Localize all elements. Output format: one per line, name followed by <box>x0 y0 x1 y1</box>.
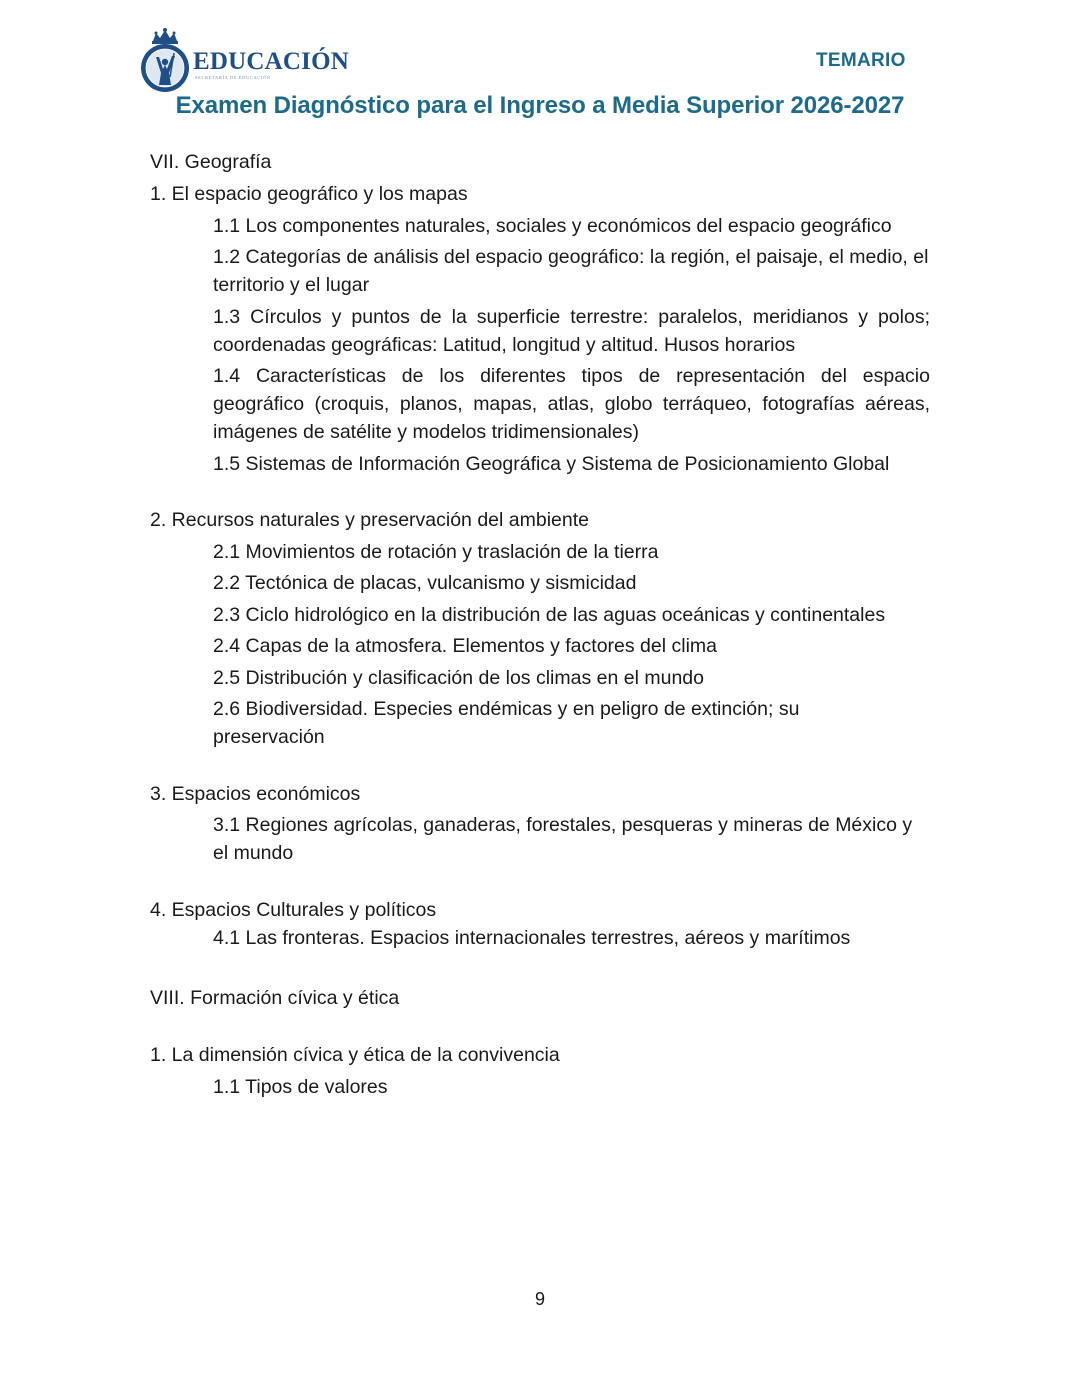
topic-title: 3. Espacios económicos <box>150 782 361 805</box>
topic-title: 1. El espacio geográfico y los mapas <box>150 183 468 205</box>
subtopic-item: 2.4 Capas de la atmosfera. Elementos y factores del clima <box>213 635 717 657</box>
spacer <box>150 481 930 506</box>
document-label: TEMARIO <box>816 50 906 71</box>
document-title: Examen Diagnóstico para el Ingreso a Media Superior 2026-2027 <box>175 92 905 119</box>
spacer <box>150 955 930 984</box>
spacer <box>150 1016 930 1041</box>
education-logo <box>139 27 349 93</box>
syllabus-content <box>150 148 930 1104</box>
subtopic-item: 1.4 Características de los diferentes tipos de representación del espacio geográfico (croquis, planos, mapas, atlas, globo terráqueo, fotografías aéreas, imágenes de satélite y modelos tridimensionales) <box>213 365 930 443</box>
topic-title: 1. La dimensión cívica y ética de la convivencia <box>150 1044 560 1066</box>
subtopic-item: 4.1 Las fronteras. Espacios internacionales terrestres, aéreos y marítimos <box>213 926 851 949</box>
logo-subtitle: SECRETARÍA DE EDUCACIÓN <box>195 74 271 80</box>
logo-wordmark: EDUCACIÓN <box>193 47 349 75</box>
subtopic-item: 1.2 Categorías de análisis del espacio geográfico: la región, el paisaje, el medio, el territorio y el lugar <box>213 246 929 296</box>
subtopic-item: 2.5 Distribución y clasificación de los climas en el mundo <box>213 666 704 689</box>
subtopic-item: 3.1 Regiones agrícolas, ganaderas, forestales, pesqueras y mineras de México y el mundo <box>213 814 913 864</box>
topic-title: 4. Espacios Culturales y políticos <box>150 898 437 921</box>
subtopic-item: 1.1 Los componentes naturales, sociales y económicos del espacio geográfico <box>213 214 892 237</box>
subtopic-item: 2.1 Movimientos de rotación y traslación de la tierra <box>213 540 659 563</box>
section-heading: VIII. Formación cívica y ética <box>150 987 400 1009</box>
subtopic-item: 1.3 Círculos y puntos de la superficie terrestre: paralelos, meridianos y polos; coordenadas geográficas: Latitud, longitud y altitud. Husos horarios <box>213 305 930 356</box>
subtopic-item: 2.2 Tectónica de placas, vulcanismo y sismicidad <box>213 572 637 594</box>
topic-title: 2. Recursos naturales y preservación del ambiente <box>150 509 589 531</box>
section-heading: VII. Geografía <box>150 151 272 173</box>
subtopic-item: 2.6 Biodiversidad. Especies endémicas y en peligro de extinción; su preservación <box>213 698 800 748</box>
subtopic-item: 1.5 Sistemas de Información Geográfica y Sistema de Posicionamiento Global <box>213 452 890 475</box>
page-number: 9 <box>534 1289 545 1309</box>
crowned-seal-emblem-icon <box>139 27 191 93</box>
subtopic-item: 2.3 Ciclo hidrológico en la distribución de las aguas oceánicas y continentales <box>213 603 886 626</box>
spacer <box>150 871 930 896</box>
subtopic-item: 1.1 Tipos de valores <box>213 1075 388 1098</box>
spacer <box>150 755 930 780</box>
